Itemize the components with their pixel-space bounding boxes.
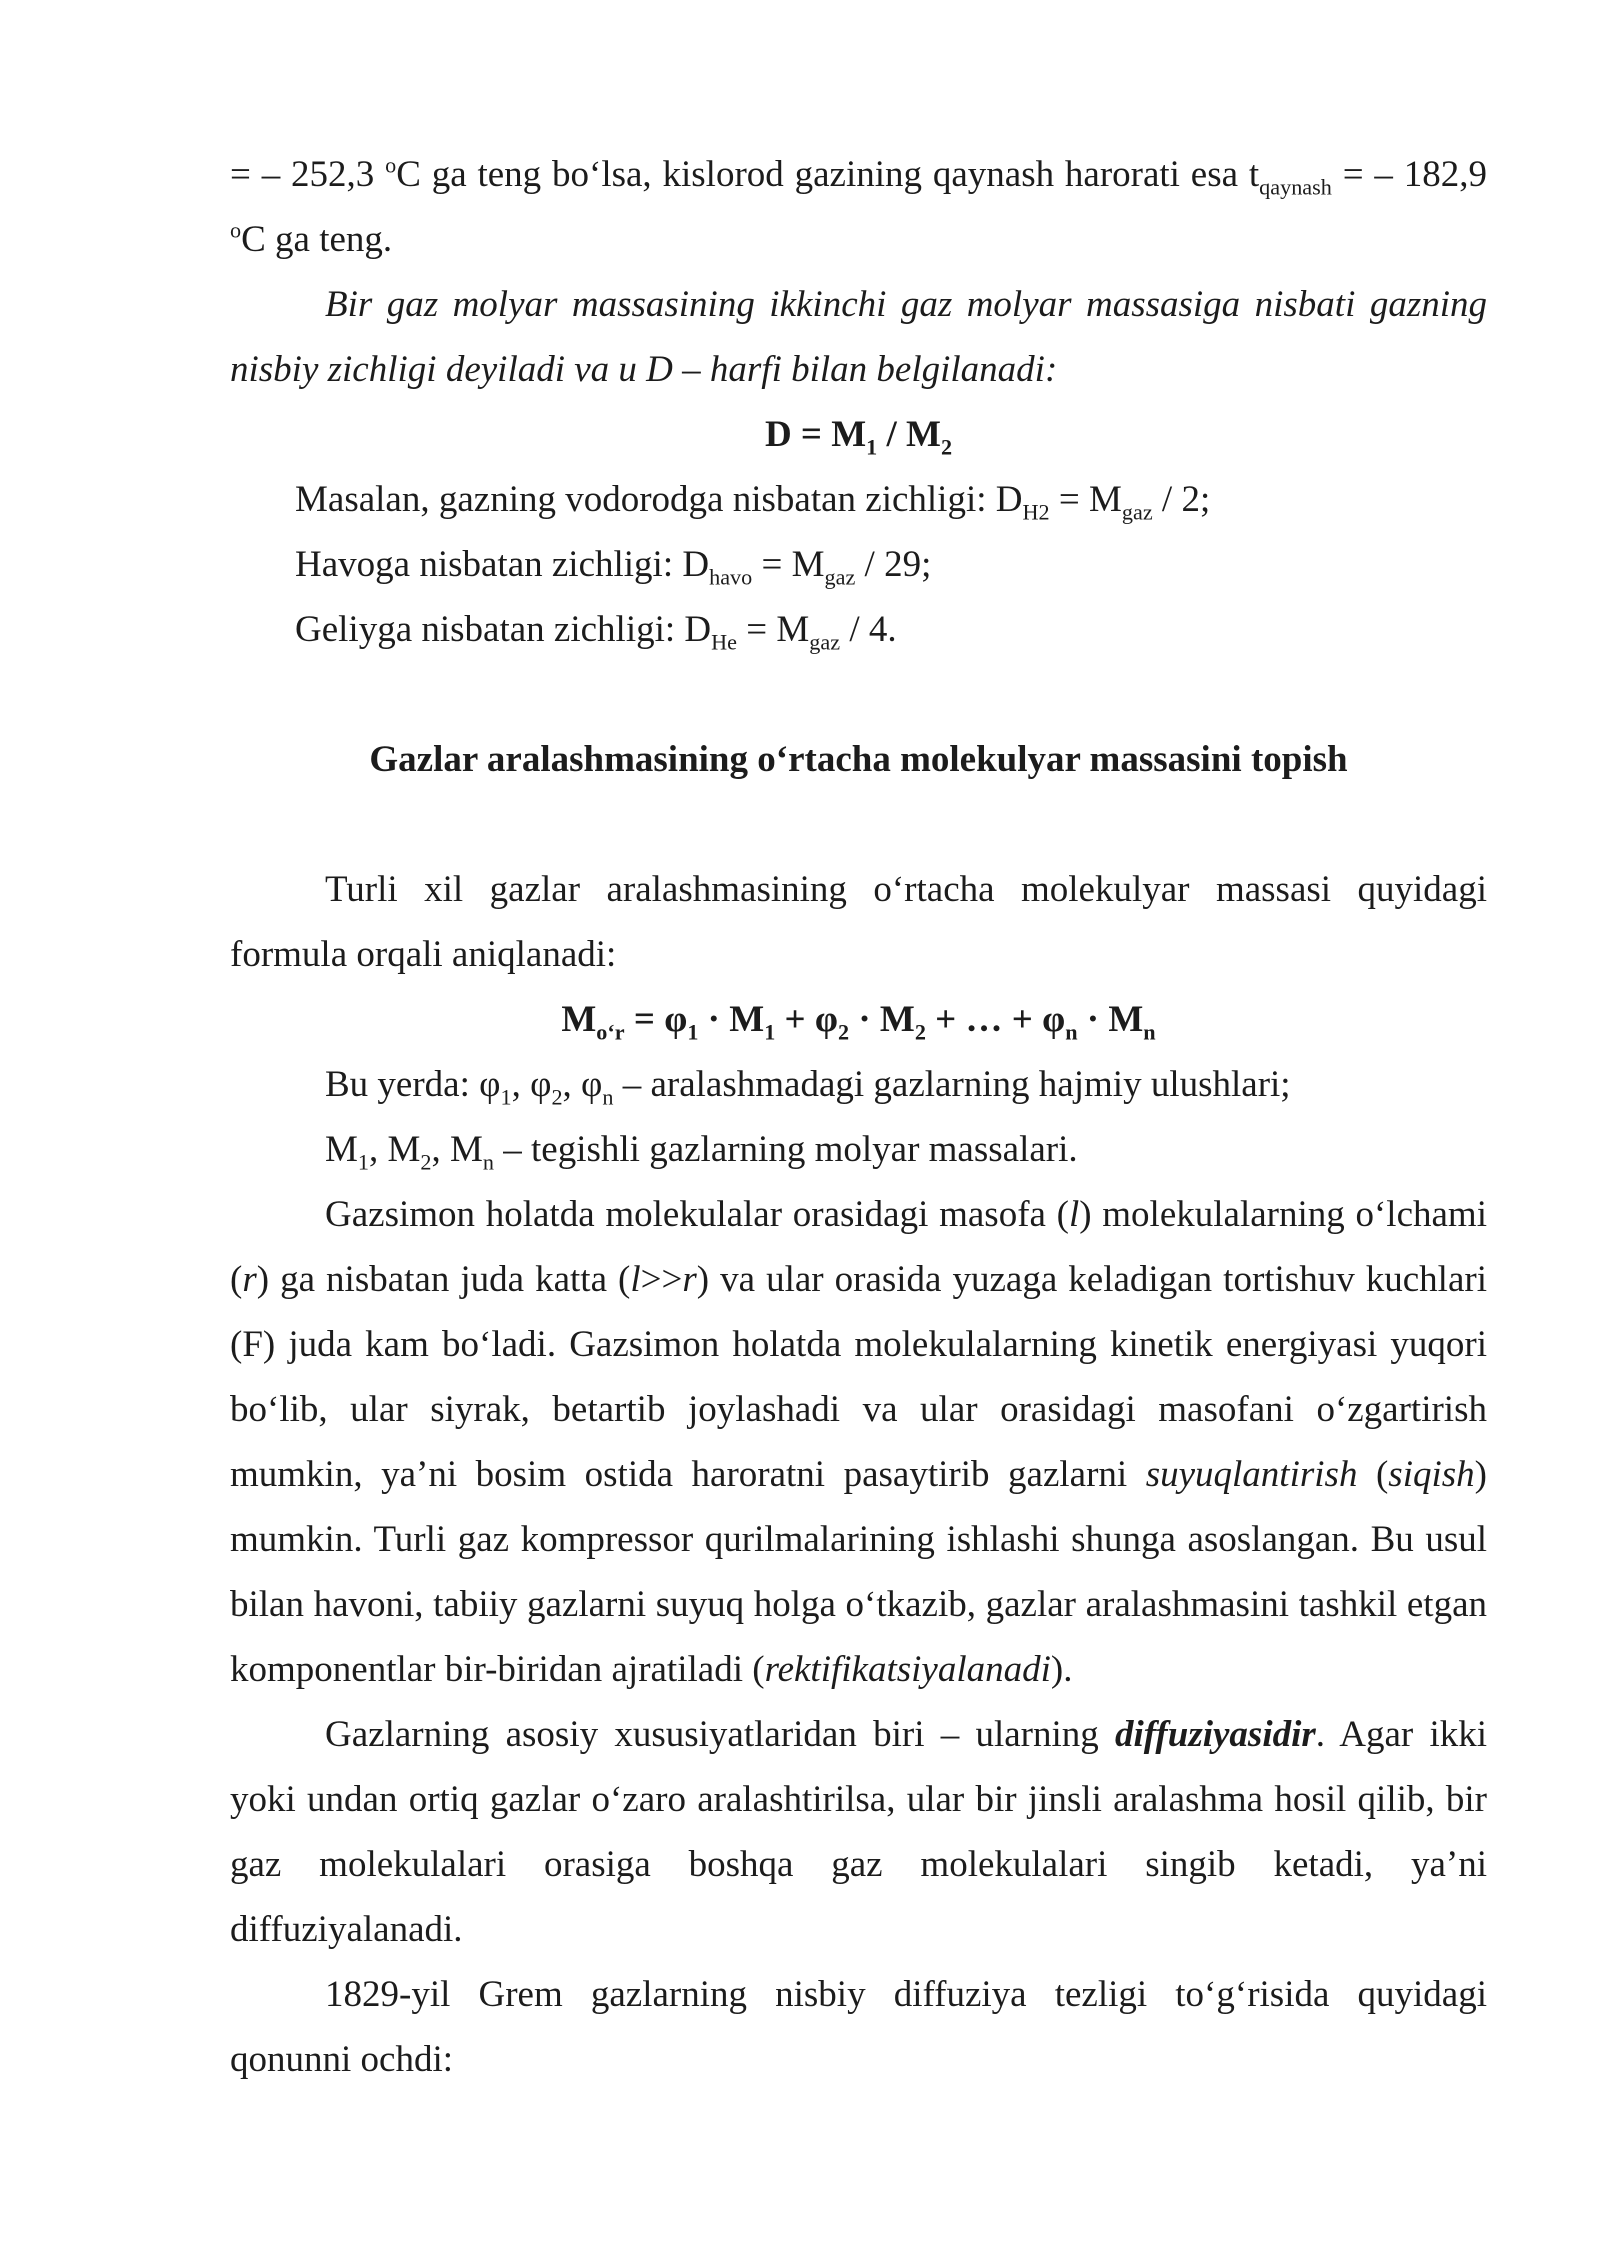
italic-term: r — [682, 1259, 697, 1300]
subscript: gaz — [824, 564, 856, 590]
definition-line: Bir gaz molyar massasining ikkinchi gaz molyar massasiga nisbati gazning — [325, 284, 1487, 325]
paragraph-line — [230, 1247, 1487, 1312]
paragraph-line: diffuziyalanadi. — [230, 1909, 463, 1950]
subscript: o‘r — [596, 1019, 625, 1045]
paragraph-line: qonunni ochdi: — [230, 2039, 454, 2080]
text-run: ) ga nisbatan juda katta ( — [256, 1259, 631, 1300]
paragraph-line — [230, 1637, 1487, 1702]
example-line — [230, 467, 1487, 532]
subscript: 2 — [940, 434, 953, 460]
intro-line — [230, 142, 1487, 207]
text-run: ) molekulalarning o‘lchami — [1079, 1194, 1487, 1235]
paragraph-line — [230, 1182, 1487, 1247]
subscript: n — [1065, 1019, 1078, 1045]
text-run: M — [325, 1129, 358, 1170]
text-run: = M — [1049, 479, 1122, 520]
formula-run: = φ — [624, 999, 688, 1040]
formula-run: M — [561, 999, 597, 1040]
subscript: 2 — [551, 1084, 563, 1110]
formula-run: · M — [849, 999, 915, 1040]
subscript: 1 — [687, 1019, 699, 1045]
paragraph-line: Turli xil gazlar aralashmasining o‘rtacha molekulyar massasi quyidagi — [325, 869, 1487, 910]
text-run: Geliyga nisbatan zichligi: D — [295, 609, 712, 650]
paragraph-line: bilan havoni, tabiiy gazlarni suyuq holga o‘tkazib, gazlar aralashmasini tashkil etgan — [230, 1584, 1487, 1625]
subscript: n — [482, 1149, 494, 1175]
text-run: – aralashmadagi gazlarning hajmiy ulushlari; — [613, 1064, 1291, 1105]
text-run: Havoga nisbatan zichligi: D — [295, 544, 710, 585]
subscript: He — [711, 629, 738, 655]
text-run: komponentlar bir-biridan ajratiladi ( — [230, 1649, 765, 1690]
subscript: H2 — [1022, 499, 1050, 525]
subscript: n — [1143, 1019, 1156, 1045]
text-run: >> — [640, 1259, 683, 1300]
text-run: ( — [1357, 1454, 1389, 1495]
text-run: C ga teng. — [241, 219, 393, 260]
paragraph-line: 1829-yil Grem gazlarning nisbiy diffuziya tezligi to‘g‘risida quyidagi — [325, 1974, 1487, 2015]
mean-mass-formula — [230, 987, 1487, 1052]
bold-italic-term: diffuziyasidir — [1115, 1714, 1316, 1755]
formula-run: + φ — [775, 999, 838, 1040]
formula-run: / M — [877, 414, 941, 455]
italic-term: r — [242, 1259, 257, 1300]
text-run: / 29; — [855, 544, 932, 585]
text-run: Gazlarning asosiy xususiyatlaridan biri – ularning — [325, 1714, 1115, 1755]
subscript: 1 — [357, 1149, 369, 1175]
formula-run: · M — [1077, 999, 1144, 1040]
subscript: 1 — [764, 1019, 776, 1045]
italic-term: rektifikatsiyalanadi — [764, 1649, 1051, 1690]
paragraph-line: (F) juda kam bo‘ladi. Gazsimon holatda molekulalarning kinetik energiyasi yuqori — [230, 1324, 1487, 1365]
italic-term: l — [1068, 1194, 1080, 1235]
subscript: gaz — [1121, 499, 1153, 525]
paragraph-line: mumkin. Turli gaz kompressor qurilmalarining ishlashi shunga asoslangan. Bu usul — [230, 1519, 1487, 1560]
text-run: ( — [230, 1259, 243, 1300]
text-run: = M — [752, 544, 825, 585]
text-run: ) va ular orasida yuzaga keladigan tortishuv kuchlari — [696, 1259, 1487, 1300]
paragraph-line — [230, 1442, 1487, 1507]
text-run: ) — [1474, 1454, 1487, 1495]
definition-line: nisbiy zichligi deyiladi va u D – harfi bilan belgilanadi: — [230, 349, 1058, 390]
degree-superscript: o — [230, 217, 242, 243]
text-run: ). — [1050, 1649, 1073, 1690]
paragraph-line: formula orqali aniqlanadi: — [230, 934, 617, 975]
example-line — [230, 532, 1487, 597]
text-run: = – 182,9 — [1331, 154, 1487, 195]
formula-run: + … + φ — [925, 999, 1066, 1040]
subscript: 2 — [837, 1019, 850, 1045]
subscript: n — [602, 1084, 614, 1110]
text-run: C ga teng bo‘lsa, kislorod gazining qaynash harorati esa t — [396, 154, 1260, 195]
paragraph-line — [230, 1702, 1487, 1767]
text-run: , M — [431, 1129, 483, 1170]
text-run: . Agar ikki — [1315, 1714, 1488, 1755]
blank-line — [230, 662, 1487, 727]
page-body — [230, 142, 1487, 2092]
text-run: / 4. — [840, 609, 897, 650]
text-run: – tegishli gazlarning molyar massalari. — [494, 1129, 1078, 1170]
intro-line — [230, 207, 1487, 272]
legend-line — [230, 1052, 1487, 1117]
subscript: havo — [709, 564, 753, 590]
text-run: Gazsimon holatda molekulalar orasidagi masofa ( — [325, 1194, 1069, 1235]
italic-term: siqish — [1388, 1454, 1475, 1495]
subscript: 2 — [914, 1019, 926, 1045]
text-run: , φ — [562, 1064, 603, 1105]
legend-line — [230, 1117, 1487, 1182]
italic-term: l — [630, 1259, 641, 1300]
text-run: Bu yerda: φ — [325, 1064, 501, 1105]
formula-run: D = M — [764, 414, 867, 455]
section-heading: Gazlar aralashmasining o‘rtacha molekulyar massasini topish — [369, 739, 1348, 780]
text-run: = M — [737, 609, 810, 650]
blank-line — [230, 792, 1487, 857]
subscript: qaynash — [1259, 174, 1332, 200]
text-run: , φ — [511, 1064, 552, 1105]
text-run: mumkin, ya’ni bosim ostida haroratni pasaytirib gazlarni — [230, 1454, 1146, 1495]
subscript: 2 — [420, 1149, 432, 1175]
paragraph-line: yoki undan ortiq gazlar o‘zaro aralashtirilsa, ular bir jinsli aralashma hosil qilib, bir — [230, 1779, 1487, 1820]
text-run: , M — [369, 1129, 421, 1170]
paragraph-line: bo‘lib, ular siyrak, betartib joylashadi va ular orasidagi masofani o‘zgartirish — [230, 1389, 1487, 1430]
italic-term: suyuqlantirish — [1145, 1454, 1358, 1495]
degree-superscript: o — [385, 152, 397, 178]
paragraph-line: gaz molekulalari orasiga boshqa gaz molekulalari singib ketadi, ya’ni — [230, 1844, 1487, 1885]
subscript: 1 — [866, 434, 878, 460]
subscript: 1 — [500, 1084, 512, 1110]
formula-run: · M — [698, 999, 765, 1040]
text-run: / 2; — [1152, 479, 1211, 520]
text-run: = – 252,3 — [230, 154, 386, 195]
relative-density-formula — [230, 402, 1487, 467]
subscript: gaz — [809, 629, 841, 655]
text-run: Masalan, gazning vodorodga nisbatan zichligi: D — [295, 479, 1023, 520]
example-line — [230, 597, 1487, 662]
